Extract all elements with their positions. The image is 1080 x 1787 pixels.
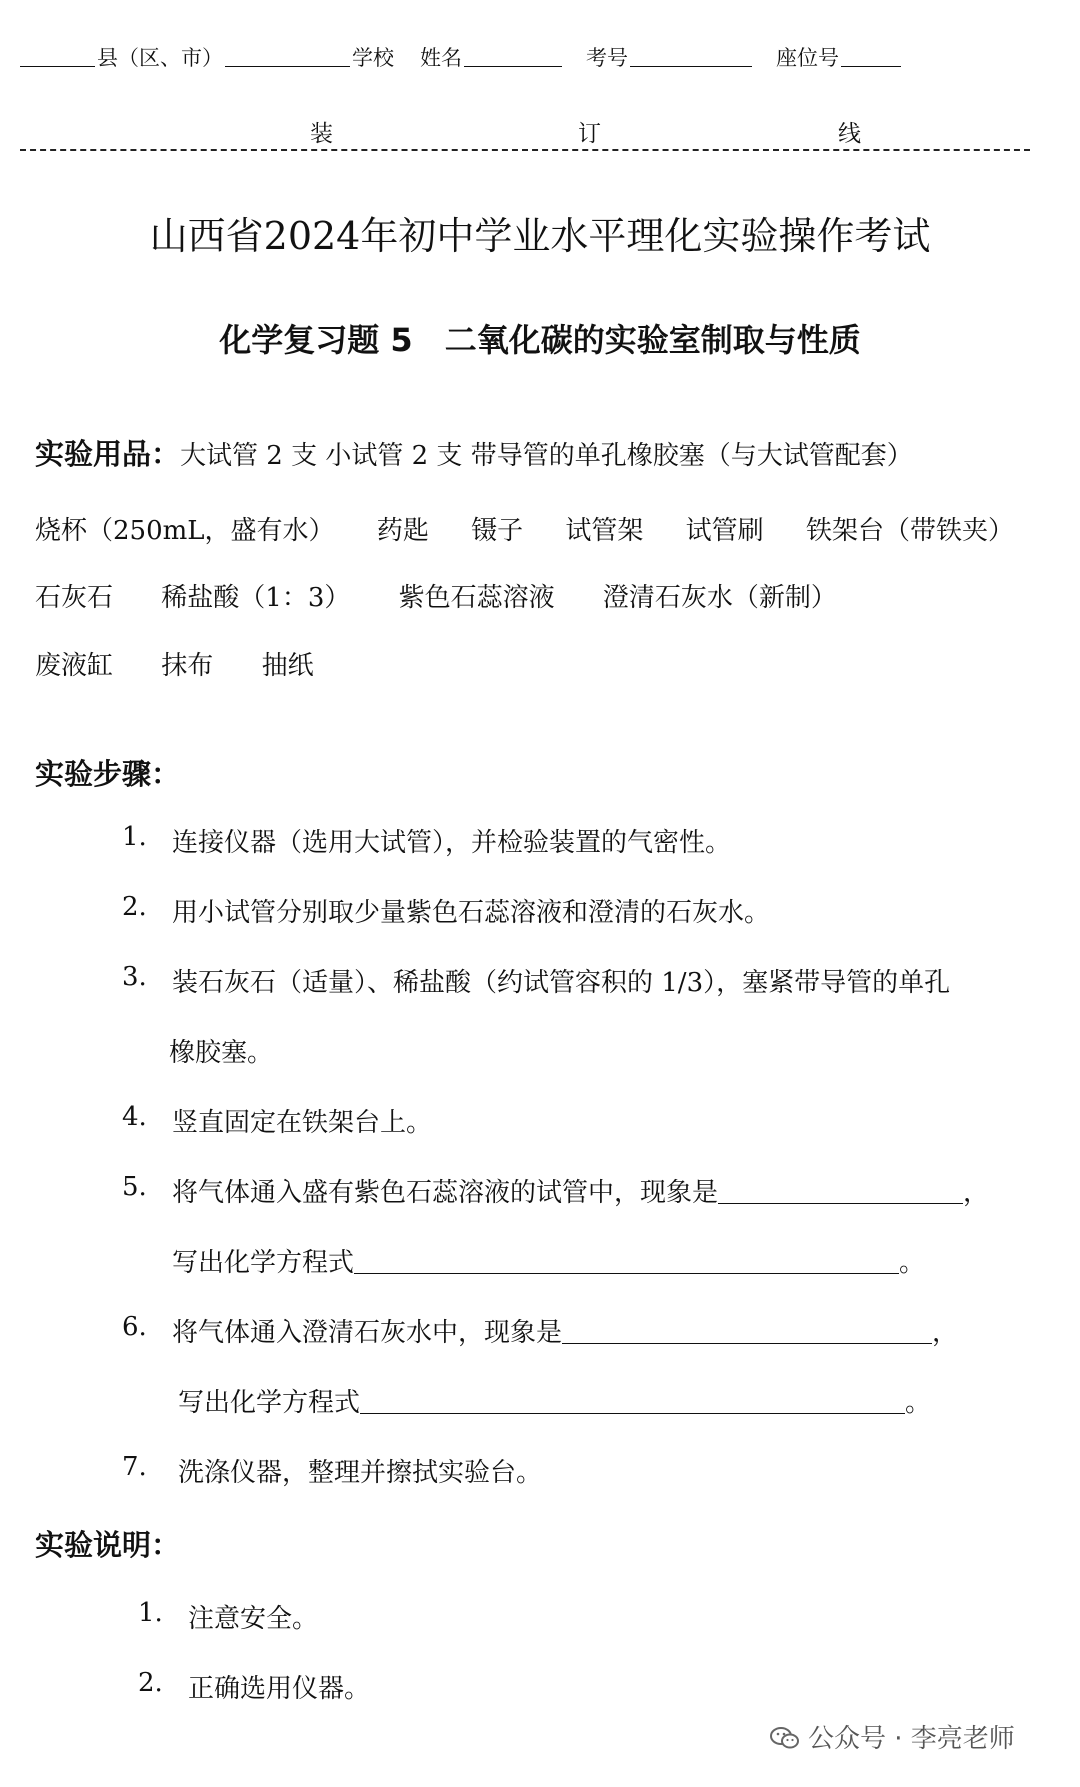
materials-line-4 bbox=[35, 645, 314, 682]
material-item: 石灰石 bbox=[35, 583, 114, 613]
material-item: 澄清石灰水（新制） bbox=[602, 583, 837, 613]
name-blank[interactable] bbox=[464, 40, 562, 67]
step-number: 5. bbox=[122, 1172, 147, 1202]
material-item: 铁架台（带铁夹） bbox=[805, 516, 1014, 546]
step-text: 将气体通入盛有紫色石蕊溶液的试管中，现象是 bbox=[172, 1178, 719, 1208]
material-item: 药匙 bbox=[376, 516, 429, 546]
step-punctuation: 。 bbox=[905, 1388, 932, 1418]
note-text: 注意安全。 bbox=[188, 1604, 319, 1634]
seat-blank[interactable] bbox=[841, 40, 901, 67]
materials-heading: 实验用品： bbox=[35, 437, 181, 471]
step-text: 洗涤仪器，整理并擦拭实验台。 bbox=[178, 1458, 543, 1488]
step-number: 2. bbox=[122, 892, 147, 922]
student-info-line bbox=[20, 38, 1030, 78]
material-item: 稀盐酸（1：3） bbox=[161, 583, 351, 613]
step-number: 6. bbox=[122, 1312, 147, 1342]
material-item: 试管刷 bbox=[685, 516, 764, 546]
page-title: 山西省2024年初中学业水平理化实验操作考试 bbox=[149, 214, 931, 258]
binding-char: 订 bbox=[578, 121, 601, 147]
county-label: 县（区、市） bbox=[97, 46, 223, 70]
note-number: 1. bbox=[138, 1598, 163, 1628]
watermark bbox=[770, 1718, 1015, 1755]
step-punctuation: ， bbox=[963, 1178, 990, 1208]
material-item: 紫色石蕊溶液 bbox=[398, 583, 555, 613]
materials-line-2 bbox=[35, 510, 1014, 547]
step-text: 连接仪器（选用大试管），并检验装置的气密性。 bbox=[172, 828, 732, 858]
binding-char: 装 bbox=[310, 121, 333, 147]
steps-heading: 实验步骤： bbox=[35, 757, 181, 791]
materials-section bbox=[35, 432, 913, 473]
note-number: 2. bbox=[138, 1668, 163, 1698]
school-blank[interactable] bbox=[225, 40, 350, 67]
step-number: 4. bbox=[122, 1102, 147, 1132]
wechat-icon bbox=[770, 1726, 800, 1750]
material-item: 废液缸 bbox=[35, 651, 114, 681]
note-text: 正确选用仪器。 bbox=[188, 1674, 371, 1704]
page-subtitle: 化学复习题 5 二氧化碳的实验室制取与性质 bbox=[219, 321, 861, 359]
step-punctuation: 。 bbox=[899, 1248, 926, 1278]
binding-line bbox=[20, 115, 1030, 155]
notes-heading: 实验说明： bbox=[35, 1528, 181, 1562]
step-text: 竖直固定在铁架台上。 bbox=[172, 1108, 433, 1138]
phenomenon-answer-blank[interactable] bbox=[718, 1175, 963, 1204]
materials-line-1: 大试管 2 支 小试管 2 支 带导管的单孔橡胶塞（与大试管配套） bbox=[180, 441, 913, 471]
step-punctuation: ， bbox=[932, 1318, 959, 1348]
step-text: 装石灰石（适量）、稀盐酸（约试管容积的 1/3），塞紧带导管的单孔 bbox=[172, 968, 951, 998]
step-number: 1. bbox=[122, 822, 147, 852]
step-text-continuation: 橡胶塞。 bbox=[169, 1038, 274, 1068]
name-label: 姓名 bbox=[420, 46, 462, 70]
material-item: 镊子 bbox=[471, 516, 524, 546]
step-number: 3. bbox=[122, 962, 147, 992]
phenomenon-answer-blank[interactable] bbox=[562, 1315, 932, 1344]
step-number: 7. bbox=[122, 1452, 147, 1482]
county-blank[interactable] bbox=[20, 40, 95, 67]
equation-label: 写出化学方程式 bbox=[178, 1388, 361, 1418]
step-text: 用小试管分别取少量紫色石蕊溶液和澄清的石灰水。 bbox=[172, 898, 771, 928]
exam-number-label: 考号 bbox=[586, 46, 628, 70]
material-item: 烧杯（250mL，盛有水） bbox=[35, 516, 335, 546]
seat-label: 座位号 bbox=[776, 46, 839, 70]
school-label: 学校 bbox=[352, 46, 394, 70]
watermark-text: 公众号 · 李亮老师 bbox=[808, 1724, 1015, 1754]
material-item: 抽纸 bbox=[261, 651, 314, 681]
materials-line-3 bbox=[35, 577, 837, 614]
material-item: 试管架 bbox=[565, 516, 644, 546]
equation-answer-blank[interactable] bbox=[360, 1385, 905, 1414]
binding-char: 线 bbox=[838, 121, 861, 147]
material-item: 抹布 bbox=[161, 651, 214, 681]
dashed-cut-line bbox=[20, 149, 1030, 151]
equation-label: 写出化学方程式 bbox=[172, 1248, 355, 1278]
step-text: 将气体通入澄清石灰水中，现象是 bbox=[172, 1318, 563, 1348]
exam-number-blank[interactable] bbox=[630, 40, 752, 67]
equation-answer-blank[interactable] bbox=[354, 1245, 899, 1274]
